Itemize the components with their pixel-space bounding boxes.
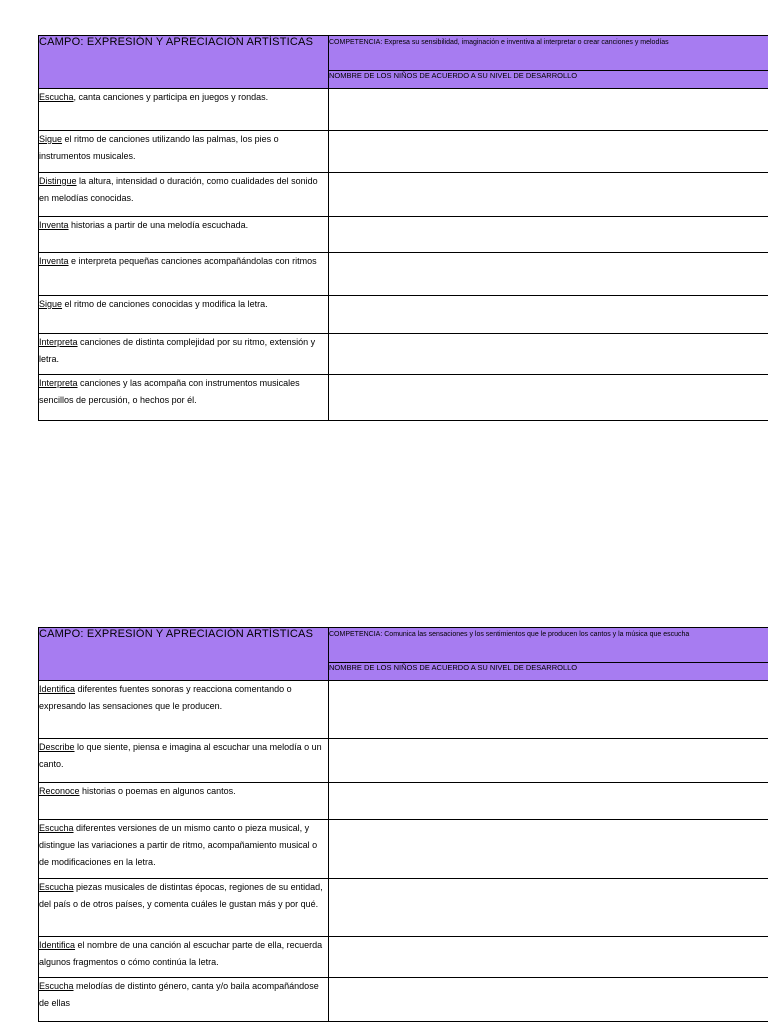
table-row (39, 375, 768, 421)
indicator-verb: Sigue (39, 134, 63, 144)
competencia-text: Comunica las sensaciones y los sentimientos que le producen los cantos y la música que escucha (384, 631, 690, 638)
observation-cell[interactable] (329, 820, 768, 879)
indicator-text: diferentes versiones de un mismo canto o pieza musical, y distingue las variaciones a partir de ritmo, acompañamiento musical o de modificaciones en la letra. (39, 823, 318, 867)
indicator-cell (39, 334, 329, 375)
observation-cell[interactable] (329, 173, 768, 217)
indicator-cell (39, 978, 329, 1022)
indicator-text: canciones de distinta complejidad por su ritmo, extensión y letra. (39, 337, 316, 364)
indicator-verb: Identifica (39, 940, 76, 950)
indicator-cell (39, 820, 329, 879)
observation-cell[interactable] (329, 739, 768, 783)
indicator-text: el ritmo de canciones utilizando las palmas, los pies o instrumentos musicales. (39, 134, 279, 161)
observation-cell[interactable] (329, 937, 768, 978)
table-row (39, 253, 768, 296)
indicator-cell (39, 217, 329, 253)
evaluation-table-1 (38, 35, 768, 421)
competencia-text: Expresa su sensibilidad, imaginación e inventiva al interpretar o crear canciones y melodías (384, 39, 669, 46)
competencia-cell (329, 36, 768, 71)
observation-cell[interactable] (329, 879, 768, 937)
table-row (39, 334, 768, 375)
indicator-text: melodías de distinto género, canta y/o baila acompañándose de ellas (39, 981, 319, 1008)
competencia-label: COMPETENCIA: (329, 39, 383, 46)
nombre-header: NOMBRE DE LOS NIÑOS DE ACUERDO A SU NIVEL DE DESARROLLO (329, 71, 768, 89)
indicator-cell (39, 783, 329, 820)
indicator-verb: Inventa (39, 256, 69, 266)
indicator-text: historias a partir de una melodía escuchada. (68, 220, 249, 230)
indicator-cell (39, 296, 329, 334)
table-row (39, 89, 768, 131)
table-row (39, 173, 768, 217)
table-row (39, 217, 768, 253)
indicator-cell (39, 681, 329, 739)
nombre-header: NOMBRE DE LOS NIÑOS DE ACUERDO A SU NIVEL DE DESARROLLO (329, 663, 768, 681)
indicator-verb: Interpreta (39, 378, 78, 388)
campo-header: CAMPO: EXPRESIÓN Y APRECIACIÓN ARTÍSTICAS (39, 628, 329, 681)
indicator-verb: Escucha (39, 92, 74, 102)
indicator-verb: Interpreta (39, 337, 78, 347)
indicator-verb: Inventa (39, 220, 69, 230)
indicator-text: la altura, intensidad o duración, como cualidades del sonido en melodías conocidas. (39, 176, 318, 203)
observation-cell[interactable] (329, 978, 768, 1022)
indicator-text: historias o poemas en algunos cantos. (79, 786, 236, 796)
observation-cell[interactable] (329, 253, 768, 296)
table-row (39, 820, 768, 879)
indicator-verb: Identifica (39, 684, 76, 694)
competencia-cell (329, 628, 768, 663)
indicator-text: canciones y las acompaña con instrumentos musicales sencillos de percusión, o hechos por él. (39, 378, 300, 405)
indicator-text: el nombre de una canción al escuchar parte de ella, recuerda algunos fragmentos o cómo continúa la letra. (39, 940, 323, 967)
indicator-cell (39, 375, 329, 421)
observation-cell[interactable] (329, 681, 768, 739)
indicator-cell (39, 739, 329, 783)
evaluation-table-2 (38, 627, 768, 1022)
indicator-cell (39, 879, 329, 937)
indicator-verb: Escucha (39, 981, 74, 991)
table-row (39, 783, 768, 820)
indicator-text: e interpreta pequeñas canciones acompañándolas con ritmos (68, 256, 317, 266)
observation-cell[interactable] (329, 334, 768, 375)
observation-cell[interactable] (329, 296, 768, 334)
table-row (39, 296, 768, 334)
campo-header: CAMPO: EXPRESIÓN Y APRECIACIÓN ARTÍSTICAS (39, 36, 329, 89)
competencia-label: COMPETENCIA: (329, 631, 383, 638)
indicator-cell (39, 131, 329, 173)
indicator-cell (39, 937, 329, 978)
indicator-text: lo que siente, piensa e imagina al escuchar una melodía o un canto. (39, 742, 322, 769)
indicator-cell (39, 89, 329, 131)
indicator-verb: Reconoce (39, 786, 80, 796)
indicator-text: , canta canciones y participa en juegos y rondas. (73, 92, 269, 102)
indicator-text: el ritmo de canciones conocidas y modifica la letra. (62, 299, 268, 309)
observation-cell[interactable] (329, 89, 768, 131)
table-row (39, 978, 768, 1022)
indicator-verb: Sigue (39, 299, 63, 309)
table-row (39, 739, 768, 783)
table-row (39, 937, 768, 978)
indicator-text: diferentes fuentes sonoras y reacciona comentando o expresando las sensaciones que le producen. (39, 684, 292, 711)
indicator-cell (39, 253, 329, 296)
indicator-verb: Distingue (39, 176, 77, 186)
observation-cell[interactable] (329, 783, 768, 820)
table-row (39, 131, 768, 173)
observation-cell[interactable] (329, 131, 768, 173)
indicator-verb: Describe (39, 742, 75, 752)
table-row (39, 879, 768, 937)
indicator-cell (39, 173, 329, 217)
indicator-text: piezas musicales de distintas épocas, regiones de su entidad, del país o de otros países, y comenta cuáles le gustan más y por qué. (39, 882, 323, 909)
observation-cell[interactable] (329, 217, 768, 253)
table-row (39, 681, 768, 739)
indicator-verb: Escucha (39, 882, 74, 892)
observation-cell[interactable] (329, 375, 768, 421)
indicator-verb: Escucha (39, 823, 74, 833)
